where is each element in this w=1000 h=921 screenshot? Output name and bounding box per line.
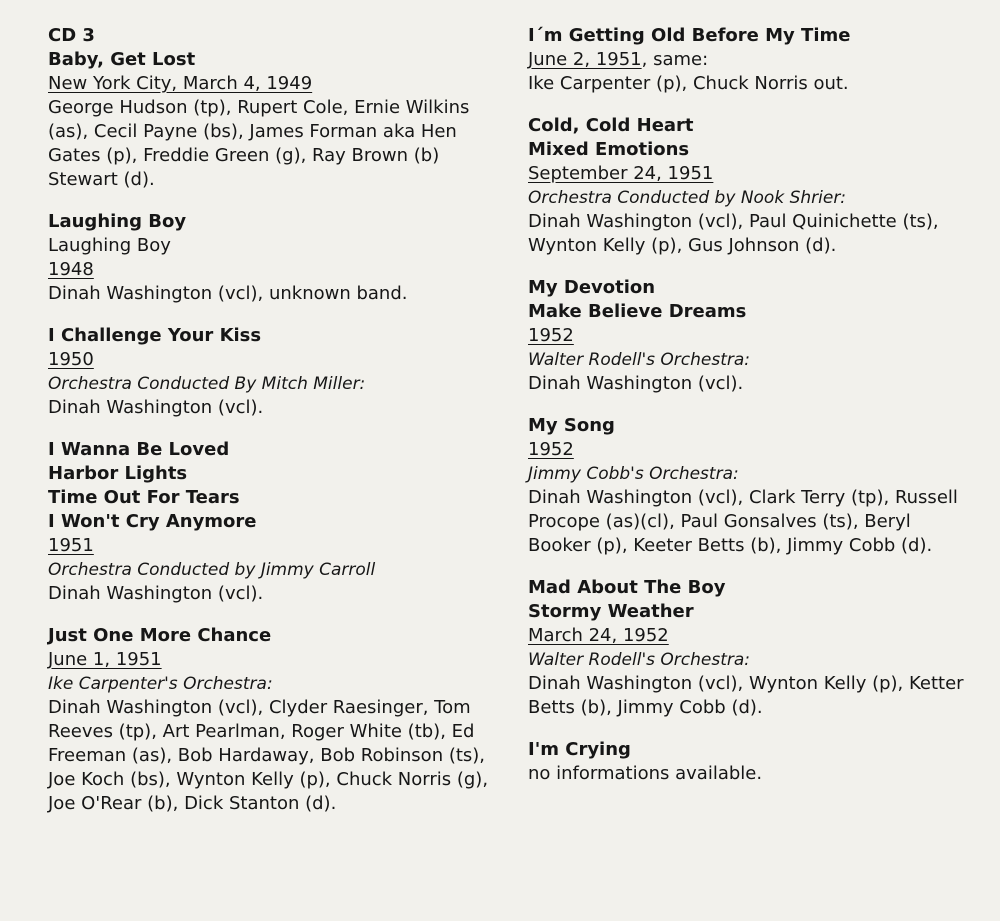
- orchestra: Ike Carpenter's Orchestra:: [48, 674, 273, 694]
- track-title: Mad About The Boy: [528, 577, 726, 598]
- track-entry: [528, 414, 973, 558]
- date-note: , same:: [641, 49, 709, 70]
- track-title: I Challenge Your Kiss: [48, 325, 262, 346]
- orchestra: Orchestra Conducted By Mitch Miller:: [48, 374, 366, 394]
- personnel: Dinah Washington (vcl), Clark Terry (tp), Russell Procope (as)(cl), Paul Gonsalves (ts), Beryl Booker (p), Keeter Betts (b), Jimmy Cobb (d).: [528, 487, 958, 556]
- recording-date: June 1, 1951: [48, 649, 162, 670]
- track-title: Cold, Cold Heart: [528, 115, 694, 136]
- recording-date: 1948: [48, 259, 94, 280]
- track-title: Harbor Lights: [48, 463, 188, 484]
- recording-date: 1951: [48, 535, 94, 556]
- track-entry: [48, 324, 493, 420]
- personnel: Ike Carpenter (p), Chuck Norris out.: [528, 73, 849, 94]
- track-entry: [48, 48, 493, 192]
- track-title: I Won't Cry Anymore: [48, 511, 257, 532]
- track-title: Mixed Emotions: [528, 139, 690, 160]
- recording-date: September 24, 1951: [528, 163, 714, 184]
- personnel: Dinah Washington (vcl).: [528, 373, 744, 394]
- personnel: Dinah Washington (vcl).: [48, 583, 264, 604]
- recording-date: March 24, 1952: [528, 625, 669, 646]
- recording-date: 1952: [528, 439, 574, 460]
- recording-date: 1952: [528, 325, 574, 346]
- personnel: George Hudson (tp), Rupert Cole, Ernie Wilkins (as), Cecil Payne (bs), James Forman aka Hen Gates (p), Freddie Green (g), Ray Brown (b) Stewart (d).: [48, 97, 470, 190]
- track-subtitle: Laughing Boy: [48, 235, 171, 256]
- orchestra: Walter Rodell's Orchestra:: [528, 350, 750, 370]
- left-column: [48, 24, 493, 834]
- track-entry: [48, 210, 493, 306]
- track-title: Make Believe Dreams: [528, 301, 747, 322]
- orchestra: Orchestra Conducted by Nook Shrier:: [528, 188, 847, 208]
- personnel: no informations available.: [528, 763, 763, 784]
- track-entry: [528, 114, 973, 258]
- personnel: Dinah Washington (vcl), Wynton Kelly (p), Ketter Betts (b), Jimmy Cobb (d).: [528, 673, 964, 718]
- track-entry: [528, 738, 973, 786]
- recording-date: June 2, 1951: [528, 49, 642, 70]
- track-entry: [48, 438, 493, 606]
- cd-label: CD 3: [48, 25, 95, 46]
- track-title: Baby, Get Lost: [48, 49, 196, 70]
- orchestra: Jimmy Cobb's Orchestra:: [528, 464, 739, 484]
- orchestra: Orchestra Conducted by Jimmy Carroll: [48, 560, 376, 580]
- orchestra: Walter Rodell's Orchestra:: [528, 650, 750, 670]
- personnel: Dinah Washington (vcl), Paul Quinichette (ts), Wynton Kelly (p), Gus Johnson (d).: [528, 211, 939, 256]
- personnel: Dinah Washington (vcl), unknown band.: [48, 283, 408, 304]
- track-entry: [528, 24, 973, 96]
- track-entry: [48, 624, 493, 816]
- recording-date: New York City, March 4, 1949: [48, 73, 313, 94]
- personnel: Dinah Washington (vcl).: [48, 397, 264, 418]
- track-title: My Song: [528, 415, 615, 436]
- personnel: Dinah Washington (vcl), Clyder Raesinger, Tom Reeves (tp), Art Pearlman, Roger White (tb), Ed Freeman (as), Bob Hardaway, Bob Robinson (ts), Joe Koch (bs), Wynton Kelly (p), Chuck Norris (g), Joe O'Rear (b), Dick Stanton (d).: [48, 697, 489, 814]
- track-title: Time Out For Tears: [48, 487, 240, 508]
- track-title: Stormy Weather: [528, 601, 694, 622]
- right-column: [528, 24, 973, 804]
- date-line: [528, 48, 973, 72]
- recording-date: 1950: [48, 349, 94, 370]
- track-title: I Wanna Be Loved: [48, 439, 230, 460]
- track-title: I´m Getting Old Before My Time: [528, 25, 851, 46]
- track-title: My Devotion: [528, 277, 656, 298]
- track-title: Laughing Boy: [48, 211, 187, 232]
- track-title: I'm Crying: [528, 739, 631, 760]
- track-entry: [528, 276, 973, 396]
- track-entry: [528, 576, 973, 720]
- track-title: Just One More Chance: [48, 625, 272, 646]
